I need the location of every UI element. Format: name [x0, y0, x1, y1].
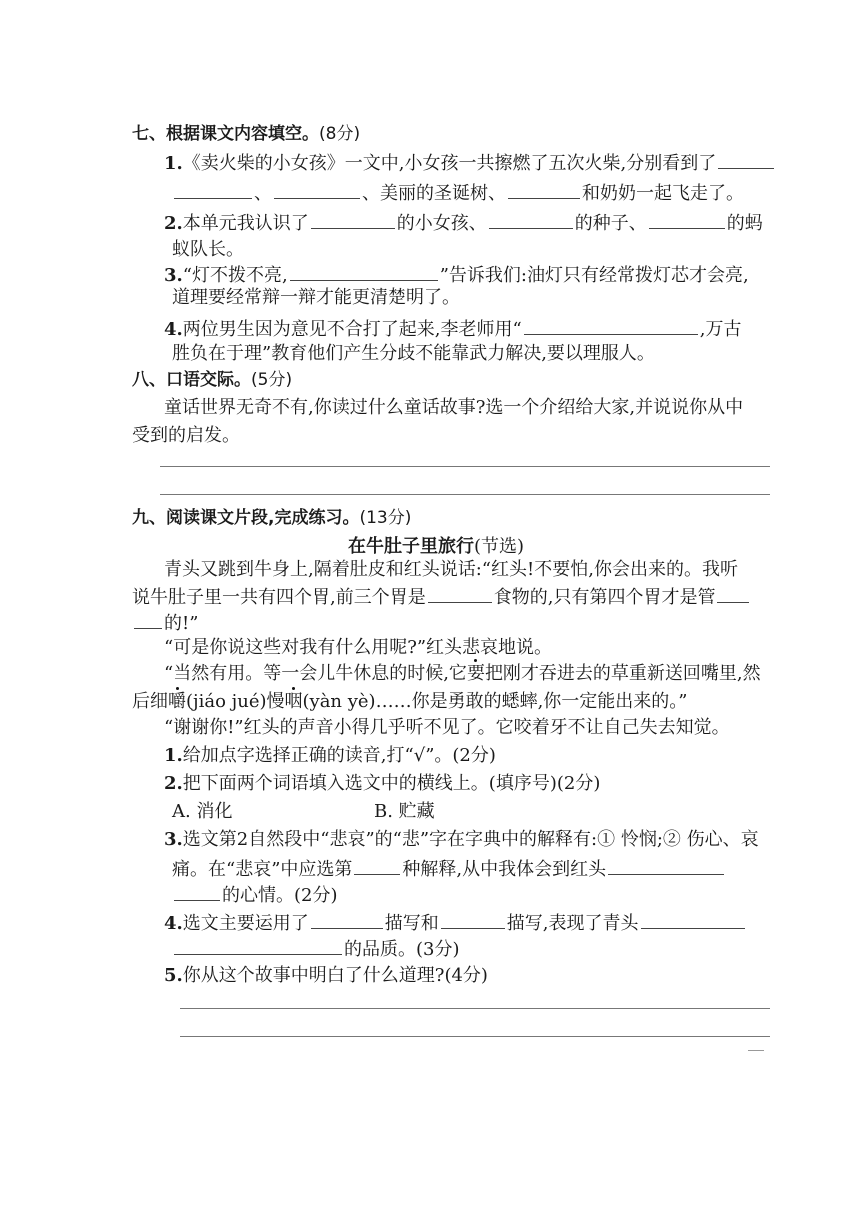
blank[interactable]: [428, 584, 492, 603]
s7-q2-line1: 2.本单元我认识了 的小女孩、 的种子、 的蚂: [164, 210, 763, 236]
s7-q1-line1: 1.《卖火柴的小女孩》一文中,小女孩一共擦燃了五次火柴,分别看到了: [164, 150, 776, 176]
s9-q3-line2: 痛。在“悲哀”中应选第 种解释,从中我体会到红头: [172, 856, 726, 882]
dotted-char: 要: [466, 663, 485, 684]
blank[interactable]: [290, 262, 438, 281]
answer-line[interactable]: [160, 494, 770, 495]
s7-q4-line1: 4.两位男生因为意见不合打了起来,李老师用“ ,万古: [164, 316, 741, 342]
blank[interactable]: [274, 180, 360, 199]
blank[interactable]: [508, 180, 580, 199]
s9-q2-option-a: A. 消化: [172, 801, 233, 822]
s7-q4-line2: 胜负在于理”教育他们产生分歧不能靠武力解决,要以理服人。: [172, 343, 655, 364]
passage-p2: “可是你说这些对我有什么用呢?”红头悲哀地说。: [164, 637, 553, 658]
passage-p1-line2: 说牛肚子里一共有四个胃,前三个胃是 食物的,只有第四个胃才是管: [132, 584, 751, 610]
blank[interactable]: [311, 210, 395, 229]
s7-q3-line1: 3.“灯不拨不亮, ”告诉我们:油灯只有经常拨灯芯才会亮,: [164, 262, 749, 288]
section-9-heading: 九、阅读课文片段,完成练习。(13分): [132, 508, 412, 528]
blank[interactable]: [718, 150, 774, 169]
passage-title: 在牛肚子里旅行(节选): [348, 536, 525, 557]
blank[interactable]: [524, 316, 698, 335]
passage-p1-line3: 的!”: [132, 610, 198, 636]
s9-q1: 1.给加点字选择正确的读音,打“√”。(2分): [164, 745, 496, 766]
s9-q4-line2: 的品质。(3分): [172, 936, 460, 962]
answer-line[interactable]: [180, 1036, 770, 1037]
scan-mark: [748, 1050, 764, 1051]
s8-prompt-line2: 受到的启发。: [132, 425, 240, 446]
answer-line[interactable]: [180, 1008, 770, 1009]
s9-q4-line1: 4.选文主要运用了 描写和 描写,表现了青头: [164, 910, 747, 936]
s9-q2: 2.把下面两个词语填入选文中的横线上。(填序号)(2分): [164, 773, 601, 794]
passage-p4: “谢谢你!”红头的声音小得几乎听不见了。它咬着牙不让自己失去知觉。: [164, 717, 730, 738]
blank[interactable]: [441, 910, 505, 929]
passage-p1-line1: 青头又跳到牛身上,隔着肚皮和红头说话:“红头!不要怕,你会出来的。我听: [164, 559, 738, 580]
dotted-char: 嚼: [168, 691, 186, 712]
dotted-char: 咽: [284, 691, 303, 712]
passage-p3-line1: “当然有用。等一会儿牛休息的时候,它要把刚才吞进去的草重新送回嘴里,然: [164, 663, 761, 684]
blank[interactable]: [717, 584, 749, 603]
blank[interactable]: [489, 210, 573, 229]
blank[interactable]: [174, 180, 252, 199]
blank[interactable]: [174, 936, 342, 955]
answer-line[interactable]: [160, 466, 770, 467]
s7-q3-line2: 道理要经常辩一辩才能更清楚明了。: [172, 287, 460, 308]
s9-q3-line3: 的心情。(2分): [172, 882, 338, 908]
blank[interactable]: [649, 210, 725, 229]
s7-q1-line2: 、 、美丽的圣诞树、 和奶奶一起飞走了。: [172, 180, 744, 206]
section-8-heading: 八、口语交际。(5分): [132, 370, 293, 390]
s9-q2-option-b: B. 贮藏: [374, 801, 435, 822]
section-7-heading: 七、根据课文内容填空。(8分): [132, 124, 361, 144]
blank[interactable]: [174, 882, 220, 901]
blank[interactable]: [641, 910, 745, 929]
blank[interactable]: [354, 856, 400, 875]
s8-prompt-line1: 童话世界无奇不有,你读过什么童话故事?选一个介绍给大家,并说说你从中: [164, 397, 744, 418]
blank[interactable]: [311, 910, 383, 929]
s7-q2-line2: 蚁队长。: [172, 239, 244, 260]
blank[interactable]: [134, 610, 162, 629]
s9-q5: 5.你从这个故事中明白了什么道理?(4分): [164, 965, 488, 986]
blank[interactable]: [608, 856, 724, 875]
s9-q3-line1: 3.选文第2自然段中“悲哀”的“悲”字在字典中的解释有:① 怜悯;② 伤心、哀: [164, 829, 759, 850]
passage-p3-line2: 后细嚼(jiáo jué)慢咽(yàn yè)……你是勇敢的蟋蟀,你一定能出来的。”: [132, 691, 688, 712]
